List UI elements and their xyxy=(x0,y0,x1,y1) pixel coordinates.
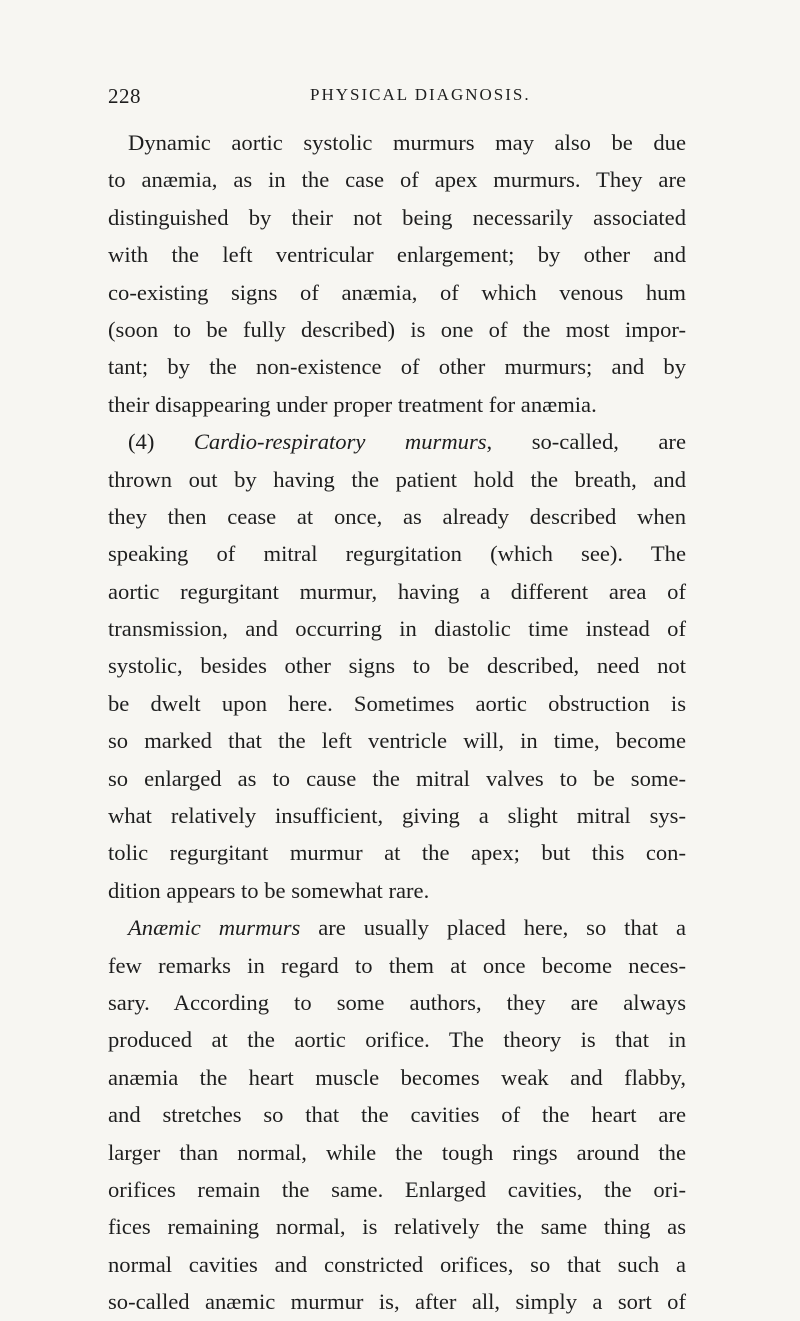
line-text: orifices remain the same. Enlarged cavities, the ori- xyxy=(108,1176,686,1202)
line-text: co-existing signs of anæmia, of which venous hum xyxy=(108,279,686,305)
line-text: larger than normal, while the tough rings around the xyxy=(108,1139,686,1165)
line-text: what relatively insufficient, giving a slight mitral sys- xyxy=(108,803,686,829)
text-line xyxy=(108,610,686,647)
text-line xyxy=(108,760,686,797)
text-line xyxy=(108,947,686,984)
line-text: and stretches so that the cavities of the heart are xyxy=(108,1102,686,1128)
line-text: normal cavities and constricted orifices, so that such a xyxy=(108,1251,686,1277)
line-text: Dynamic aortic systolic murmurs may also be due xyxy=(128,130,686,155)
text-line xyxy=(108,797,686,834)
line-text: (soon to be fully described) is one of the most impor- xyxy=(108,316,686,342)
text-line xyxy=(108,573,686,610)
text-line xyxy=(108,348,686,385)
line-text: so-called anæmic murmur is, after all, simply a sort of xyxy=(108,1289,686,1315)
line-text: so enlarged as to cause the mitral valves to be some- xyxy=(108,765,686,791)
text-line xyxy=(108,386,686,423)
line-prefix: (4) xyxy=(128,429,194,455)
italic-term: Anæmic murmurs xyxy=(128,915,301,941)
text-line xyxy=(108,685,686,722)
text-line xyxy=(108,1171,686,1208)
text-line xyxy=(108,199,686,236)
line-text: transmission, and occurring in diastolic time instead of xyxy=(108,616,686,642)
line-text: so marked that the left ventricle will, in time, become xyxy=(108,728,686,754)
text-line xyxy=(108,1096,686,1133)
text-line xyxy=(108,1021,686,1058)
line-text: to anæmia, as in the case of apex murmurs. They are xyxy=(108,167,686,193)
text-line xyxy=(108,124,686,161)
text-line xyxy=(108,1059,686,1096)
body-text xyxy=(108,124,686,1321)
line-text: their disappearing under proper treatment for anæmia. xyxy=(108,391,597,417)
text-line xyxy=(108,1134,686,1171)
line-text: , so-called, are xyxy=(486,429,686,455)
line-text: produced at the aortic orifice. The theory is that in xyxy=(108,1027,686,1053)
line-text: thrown out by having the patient hold the breath, and xyxy=(108,466,686,492)
text-line xyxy=(108,1246,686,1283)
text-line xyxy=(108,872,686,909)
text-line xyxy=(108,834,686,871)
line-text: speaking of mitral regurgitation (which see). The xyxy=(108,541,686,567)
text-line xyxy=(108,498,686,535)
text-line xyxy=(108,461,686,498)
running-head-title: PHYSICAL DIAGNOSIS. xyxy=(310,85,531,104)
text-line xyxy=(108,161,686,198)
line-text: anæmia the heart muscle becomes weak and flabby, xyxy=(108,1064,686,1090)
text-line xyxy=(108,236,686,273)
line-text: few remarks in regard to them at once become neces- xyxy=(108,952,686,978)
line-text: fices remaining normal, is relatively the same thing as xyxy=(108,1214,686,1240)
line-text: sary. According to some authors, they are always xyxy=(108,989,686,1015)
line-text: with the left ventricular enlargement; by other and xyxy=(108,242,686,268)
text-line xyxy=(108,535,686,572)
italic-term: Cardio-respiratory murmurs xyxy=(193,429,487,455)
line-text: be dwelt upon here. Sometimes aortic obstruction is xyxy=(108,690,686,716)
text-line xyxy=(108,722,686,759)
text-line xyxy=(108,1208,686,1245)
line-text: dition appears to be somewhat rare. xyxy=(108,877,430,903)
page-number: 228 xyxy=(108,84,141,108)
line-text: distinguished by their not being necessarily associated xyxy=(108,204,686,230)
text-line xyxy=(108,274,686,311)
line-text: they then cease at once, as already described when xyxy=(108,503,686,529)
text-line xyxy=(108,909,686,946)
text-line xyxy=(108,1283,686,1320)
line-text: tolic regurgitant murmur at the apex; but this con- xyxy=(108,840,686,866)
line-text: aortic regurgitant murmur, having a different area of xyxy=(108,578,686,604)
line-text: systolic, besides other signs to be described, need not xyxy=(108,653,686,679)
line-text: tant; by the non-existence of other murmurs; and by xyxy=(108,354,686,380)
line-text: are usually placed here, so that a xyxy=(300,915,686,941)
text-line xyxy=(108,647,686,684)
text-line xyxy=(108,311,686,348)
running-head xyxy=(108,84,688,114)
text-line xyxy=(108,423,686,460)
text-line xyxy=(108,984,686,1021)
